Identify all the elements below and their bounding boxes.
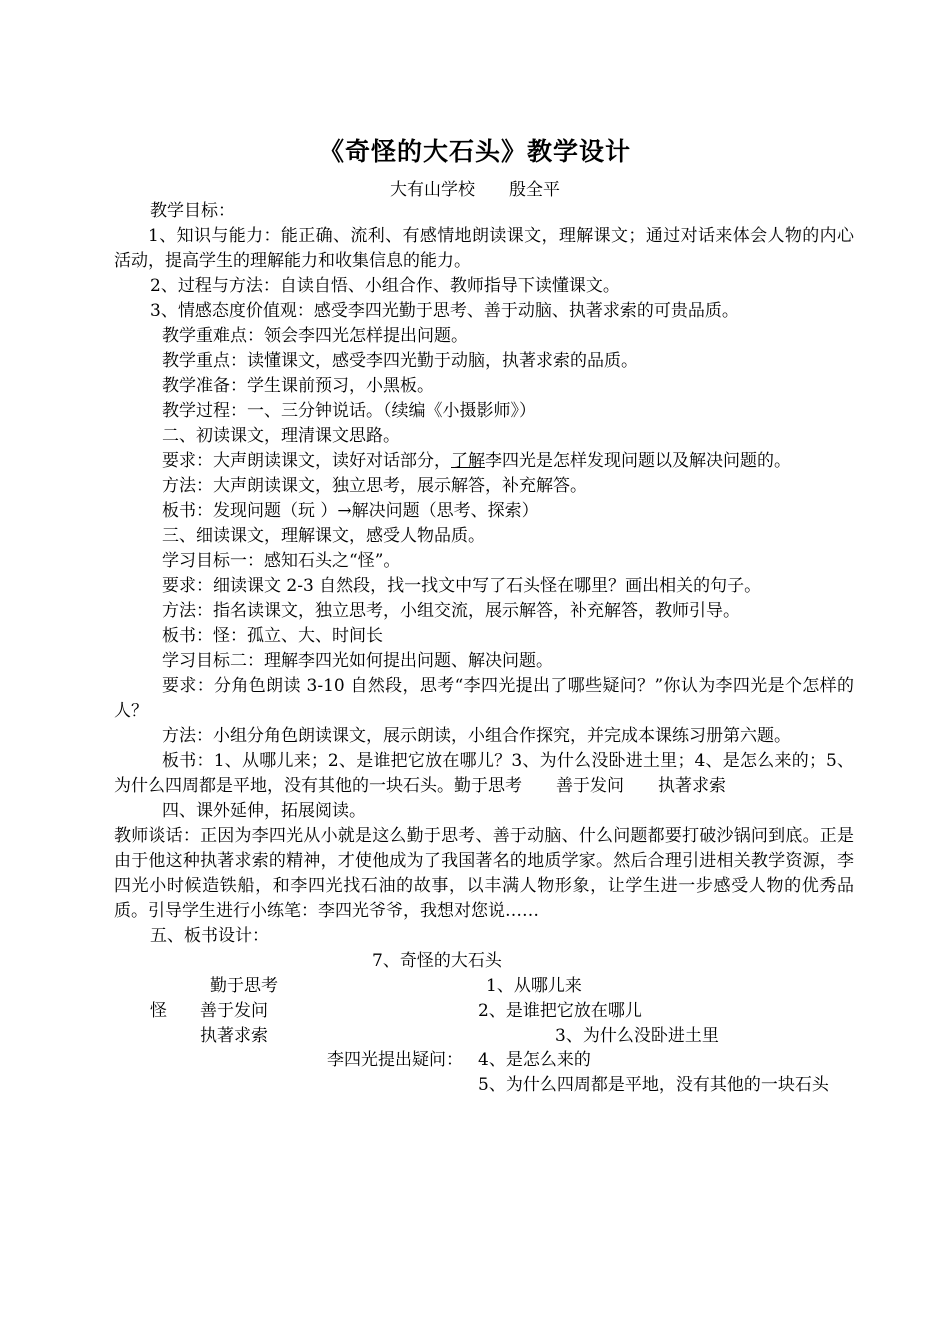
author-name: 殷全平 (509, 180, 560, 200)
teaching-process: 教学过程：一、三分钟说话。（续编《小摄影师》） (162, 401, 536, 421)
board-design-title: 7、奇怪的大石头 (372, 951, 502, 971)
requirement-one-part-a: 要求：大声朗读课文，读好对话部分， (162, 451, 451, 471)
goal-knowledge: 1、知识与能力：能正确、流利、有感情地朗读课文，理解课文；通过对话来体会人物的内心活动，提高学生的理解能力和收集信息的能力。 (114, 226, 854, 271)
teaching-key-point: 教学重点：读懂课文，感受李四光勤于动脑，执著求索的品质。 (162, 351, 638, 371)
goal-process: 2、过程与方法：自读自悟、小组合作、教师指导下读懂课文。 (150, 276, 620, 296)
requirement-one-part-b: 李四光是怎样发现问题以及解决问题的。 (485, 451, 791, 471)
board-center-label: 李四光提出疑问： (327, 1050, 463, 1070)
learning-target-one: 学习目标一：感知石头之“怪”。 (162, 551, 401, 571)
method-two: 方法：指名读课文，独立思考，小组交流，展示解答，补充解答，教师引导。 (162, 601, 740, 621)
step-four-heading: 四、课外延伸，拓展阅读。 (162, 801, 366, 821)
requirement-one (162, 449, 791, 473)
board-question-4: 4、是怎么来的 (478, 1050, 591, 1070)
board-item-think: 勤于思考 (210, 976, 278, 996)
requirement-two: 要求：细读课文 2-3 自然段，找一找文中写了石头怪在哪里？画出相关的句子。 (162, 576, 762, 596)
board-question-1: 1、从哪儿来 (486, 976, 582, 996)
board-item-ask: 善于发问 (200, 1001, 268, 1021)
method-three: 方法：小组分角色朗读课文，展示朗读，小组合作探究，并完成本课练习册第六题。 (162, 726, 791, 746)
board-writing-two: 板书：怪：孤立、大、时间长 (162, 626, 383, 646)
board-char-strange: 怪 (150, 1001, 167, 1021)
method-one: 方法：大声朗读课文，独立思考，展示解答，补充解答。 (162, 476, 587, 496)
goals-heading: 教学目标： (150, 201, 235, 221)
step-five-heading: 五、板书设计： (150, 926, 269, 946)
board-writing-three: 板书：1、从哪儿来；2、是谁把它放在哪儿？3、为什么没卧进土里；4、是怎么来的；5、为什么四周都是平地，没有其他的一块石头。勤于思考 善于发问 执著求索 (114, 751, 854, 796)
board-question-3: 3、为什么没卧进土里 (555, 1026, 719, 1046)
board-writing-one: 板书：发现问题（玩 ）→解决问题（思考、探索） (162, 501, 539, 521)
teaching-difficulty: 教学重难点：领会李四光怎样提出问题。 (162, 326, 468, 346)
author-line (0, 175, 950, 200)
goal-emotion: 3、情感态度价值观：感受李四光勤于思考、善于动脑、执著求索的可贵品质。 (150, 301, 739, 321)
board-question-5: 5、为什么四周都是平地，没有其他的一块石头 (478, 1075, 829, 1095)
step-two-heading: 二、初读课文，理清课文思路。 (162, 426, 400, 446)
step-three-heading: 三、细读课文，理解课文，感受人物品质。 (162, 526, 485, 546)
requirement-one-underlined: 了解 (451, 451, 485, 471)
board-item-pursue: 执著求索 (200, 1026, 268, 1046)
teaching-preparation: 教学准备：学生课前预习，小黑板。 (162, 376, 434, 396)
requirement-three: 要求：分角色朗读 3-10 自然段，思考“李四光提出了哪些疑问？”你认为李四光是个怎样的人？ (114, 676, 854, 721)
school-name: 大有山学校 (390, 180, 475, 200)
teacher-talk: 教师谈话：正因为李四光从小就是这么勤于思考、善于动脑、什么问题都要打破沙锅问到底。正是由于他这种执著求索的精神，才使他成为了我国著名的地质学家。然后合理引进相关教学资源，李四光小时候造铁船，和李四光找石油的故事，以丰满人物形象，让学生进一步感受人物的优秀品质。引导学生进行小练笔：李四光爷爷，我想对您说…… (114, 826, 854, 921)
board-question-2: 2、是谁把它放在哪儿 (478, 1001, 642, 1021)
learning-target-two: 学习目标二：理解李四光如何提出问题、解决问题。 (162, 651, 553, 671)
document-title: 《奇怪的大石头》教学设计 (318, 137, 631, 166)
